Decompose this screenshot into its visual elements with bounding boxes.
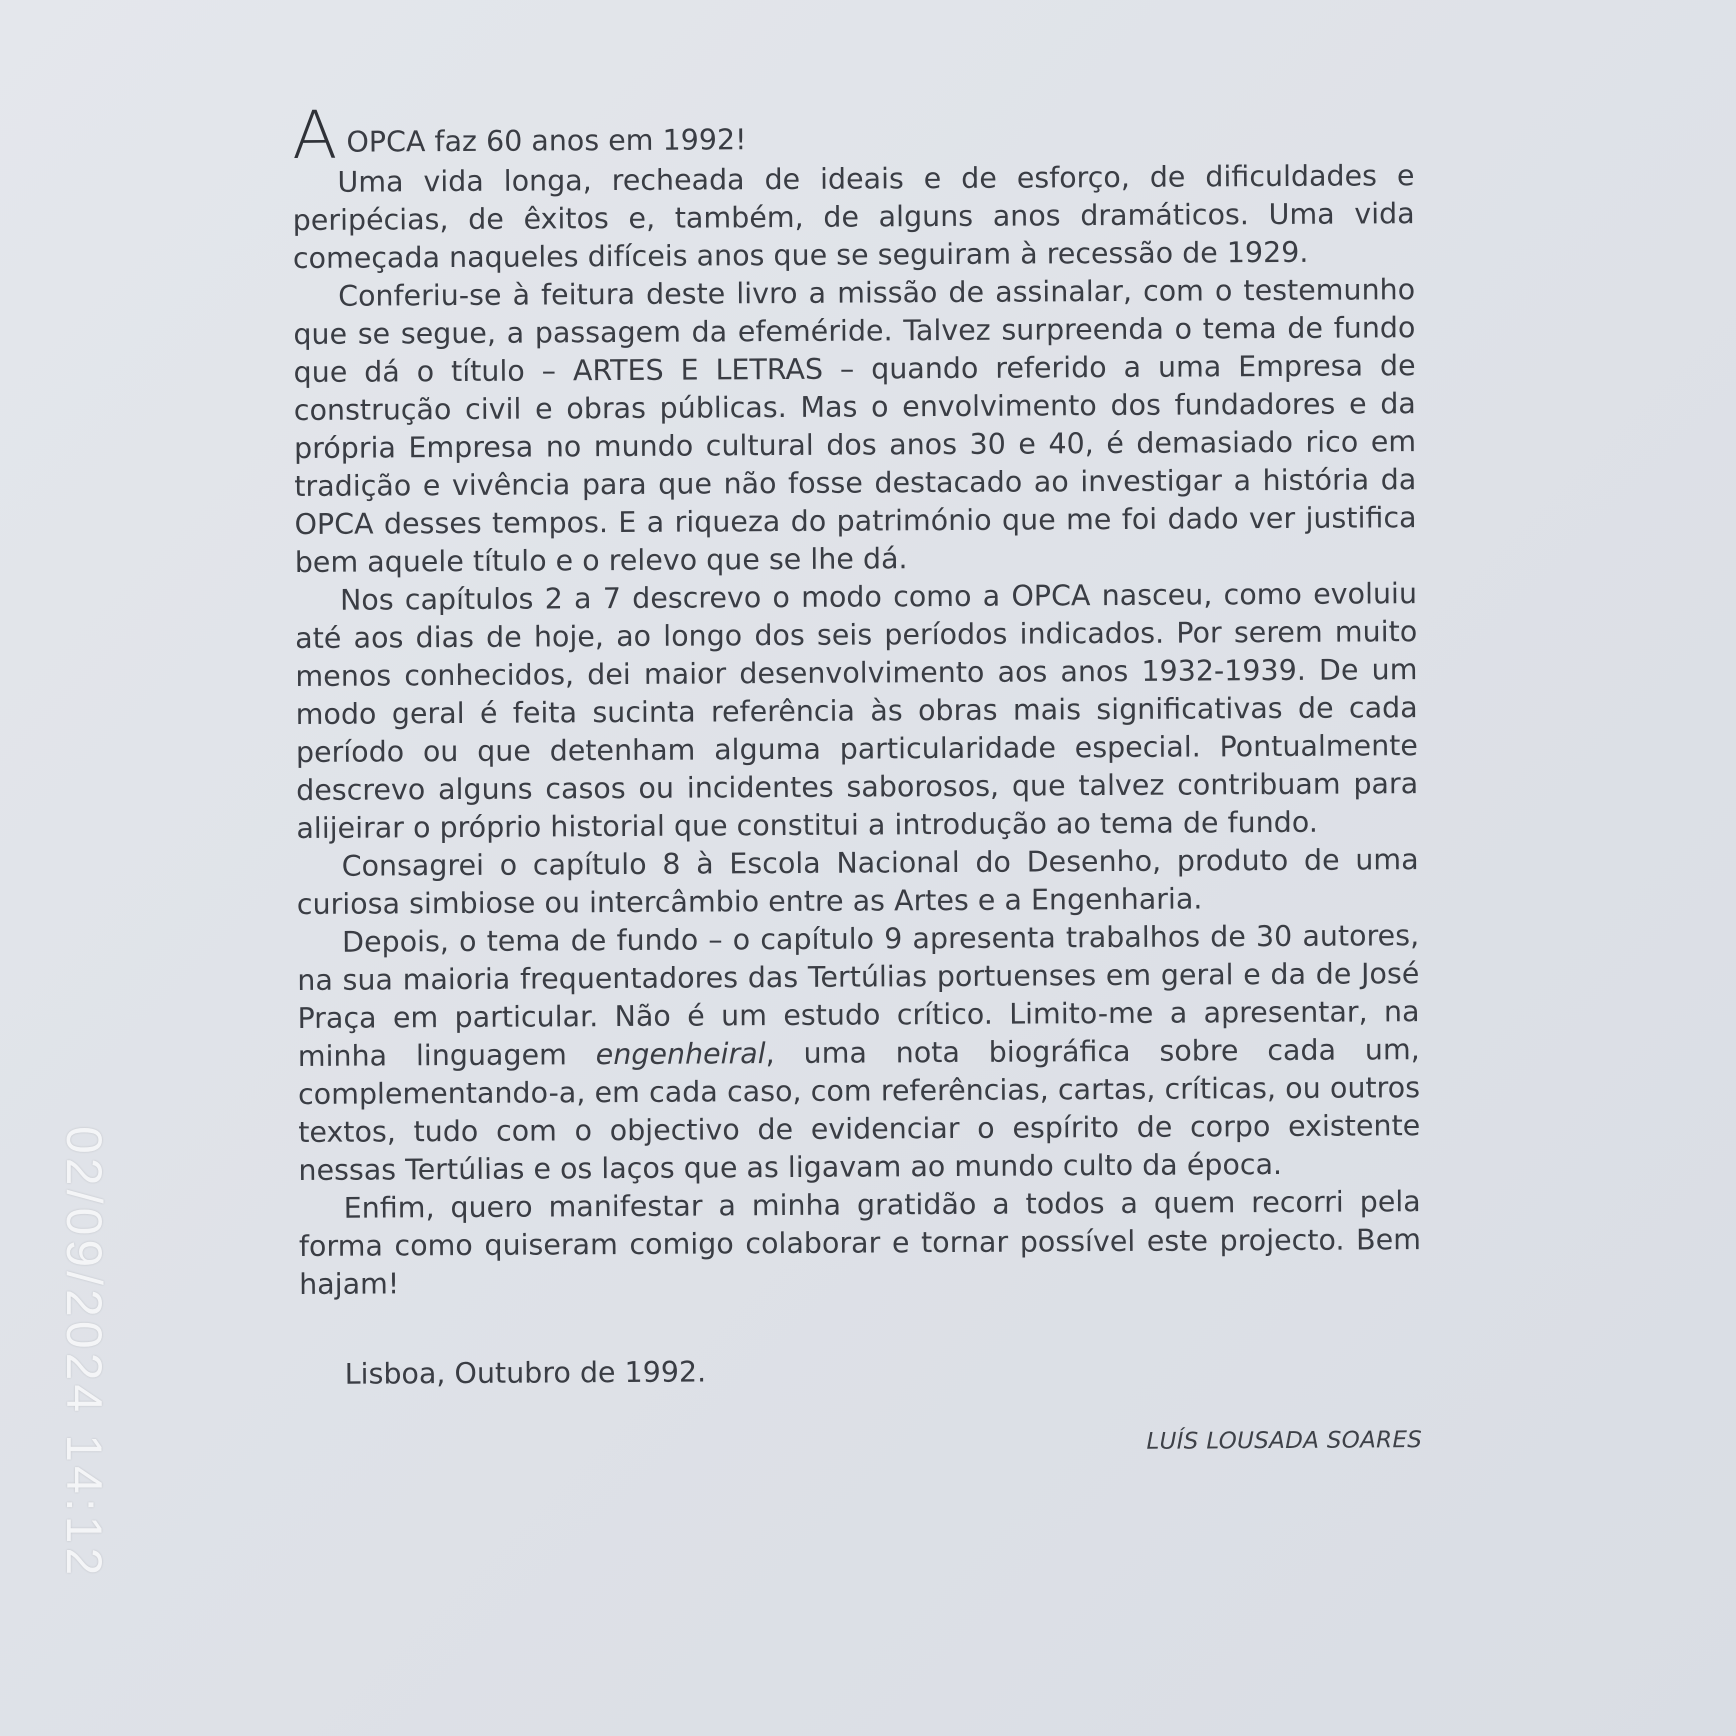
paragraph-1: Uma vida longa, recheada de ideais e de esforço, de dificuldades e peripécias, de êxitos e, também, de alguns anos dramáticos. Uma vida começada naqueles difíceis anos que se seguiram à recessão de 1929. [292, 159, 1415, 275]
text-block [291, 96, 1423, 1466]
paragraph-5 [297, 917, 1421, 1190]
place-date: Lisboa, Outubro de 1992. [344, 1355, 707, 1391]
photo-timestamp: 02/09/2024 14:12 [56, 1126, 112, 1580]
paragraph-6: Enfim, quero manifestar a minha gratidão a todos a quem recorri pela forma como quiseram comigo colaborar e tornar possível este projecto. Bem hajam! [298, 1185, 1422, 1301]
paragraph-5-after: , uma nota biográfica sobre cada um, complementando-a, em cada caso, com referências, cartas, críticas, ou outros textos, tudo com o objectivo de evidenciar o espírito de corpo existente nessas Tertúlias e os laços que as ligavam ao mundo culto da época. [297, 1033, 1421, 1187]
paragraph-5-italic: engenheiral [595, 1037, 766, 1072]
opening-text: OPCA faz 60 anos em 1992! [346, 123, 747, 159]
opening-line [291, 96, 1414, 174]
paragraph-5-before: Depois, o tema de fundo – o capítulo 9 apresenta trabalhos de 30 autores, na sua maioria frequentadores das Tertúlias portuenses em geral e da de José Praça em particular. Não é um estudo crítico. Limito-me a apresentar, na minha linguagem [297, 919, 1420, 1073]
paragraph-2: Conferiu-se à feitura deste livro a missão de assinalar, com o testemunho que se segue, a passagem da efeméride. Talvez surpreenda o tema de fundo que dá o título – ARTES E LETRAS – quando referido a uma Empresa de construção civil e obras públicas. Mas o envolvimento dos fundadores e da própria Empresa no mundo cultural dos anos 30 e 40, é demasiado rico em tradição e vivência para que não fosse destacado ao investigar a história da OPCA desses tempos. E a riqueza do património que me foi dado ver justifica bem aquele título e o relevo que se lhe dá. [293, 273, 1417, 579]
dropcap-letter: A [291, 96, 336, 174]
paragraph-4: Consagrei o capítulo 8 à Escola Nacional do Desenho, produto de uma curiosa simbiose ou intercâmbio entre as Artes e a Engenharia. [296, 843, 1419, 921]
paragraph-3: Nos capítulos 2 a 7 descrevo o modo como a OPCA nasceu, como evoluiu até aos dias de hoje, ao longo dos seis períodos indicados. Por serem muito menos conhecidos, dei maior desenvolvimento aos anos 1932-1939. De um modo geral é feita sucinta referência às obras mais significativas de cada período ou que detenham alguma particularidade especial. Pontualmente descrevo alguns casos ou incidentes saborosos, que talvez contribuam para alijeirar o próprio historial que constitui a introdução ao tema de fundo. [295, 577, 1419, 845]
author-signature: LUÍS LOUSADA SOARES [1146, 1427, 1423, 1455]
